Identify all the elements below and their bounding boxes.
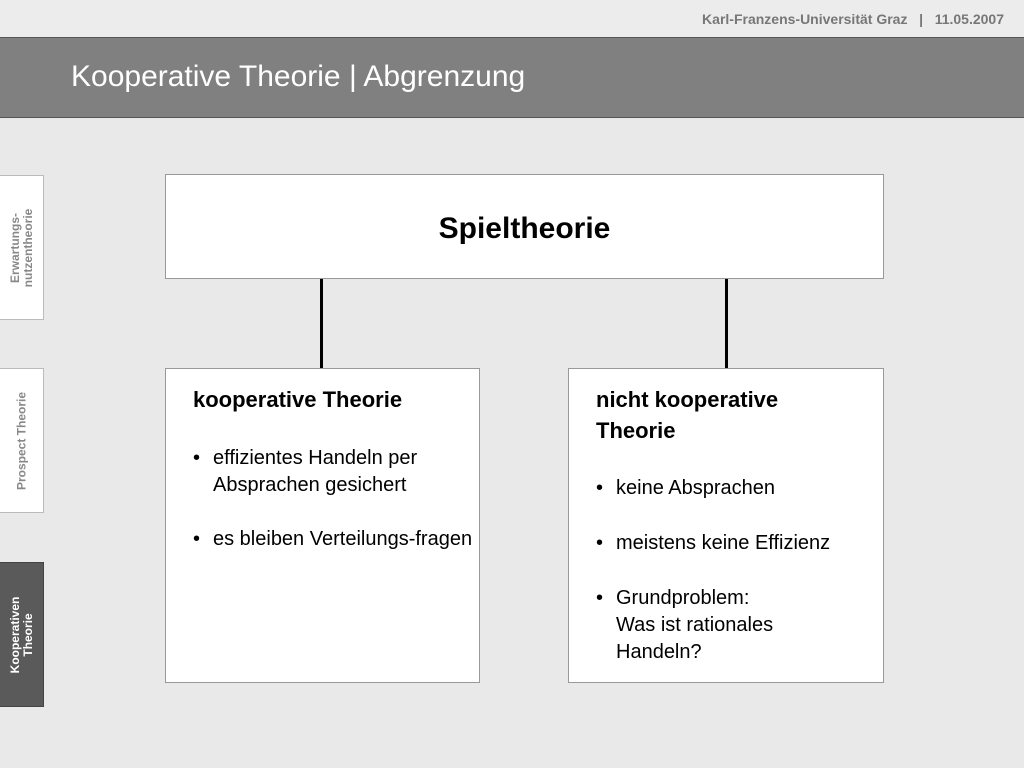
cooperative-theory-bullets: [193, 445, 479, 580]
sidebar-tab-label: Erwartungs- nutzentheorie: [7, 208, 35, 287]
non-cooperative-theory-box: [568, 368, 884, 683]
list-item: • effizientes Handeln per Absprachen gesichert: [193, 445, 479, 499]
sidebar-tab-kooperativen-theorie[interactable]: [0, 562, 44, 707]
non-cooperative-theory-bullets: [596, 475, 830, 694]
root-box: [165, 174, 884, 279]
sidebar-tab-erwartungsnutzentheorie[interactable]: [0, 175, 44, 320]
title-bar: [0, 38, 1024, 118]
non-cooperative-theory-title: nicht kooperative Theorie: [596, 387, 779, 443]
sidebar-tab-prospect-theorie[interactable]: [0, 368, 44, 513]
list-item: • es bleiben Verteilungs-fragen: [193, 526, 479, 553]
cooperative-theory-box: [165, 368, 480, 683]
connector-right: [725, 279, 728, 368]
list-item: • keine Absprachen: [596, 475, 830, 502]
list-item: • Grundproblem: Was ist rationales Handeln?: [596, 585, 830, 666]
university-date-label: Karl-Franzens-Universität Graz | 11.05.2007: [702, 11, 1004, 27]
list-item: • meistens keine Effizienz: [596, 530, 830, 557]
top-bar: [0, 0, 1024, 38]
sidebar-tab-label: Kooperativen Theorie: [7, 596, 35, 673]
slide-title: Kooperative Theorie | Abgrenzung: [71, 60, 526, 93]
root-heading: Spieltheorie: [438, 212, 611, 245]
sidebar-tab-label: Prospect Theorie: [14, 391, 28, 490]
connector-left: [320, 279, 323, 368]
cooperative-theory-title: kooperative Theorie: [193, 387, 403, 412]
